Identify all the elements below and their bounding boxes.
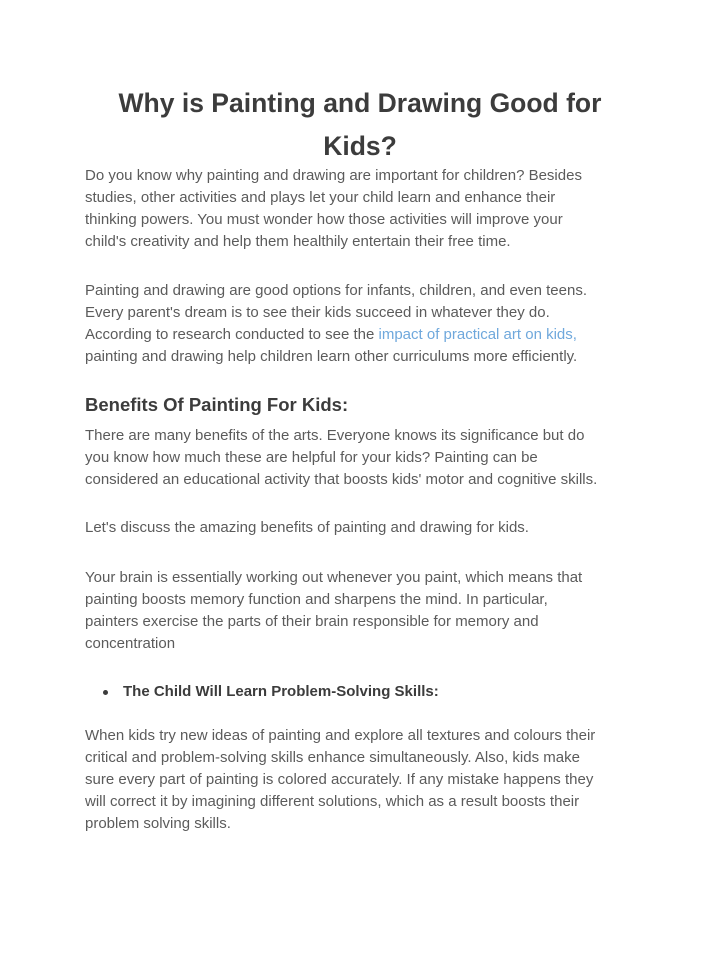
text-line: studies, other activities and plays let your child learn and enhance their (85, 189, 556, 206)
brain-paragraph (85, 567, 660, 655)
text-line: Every parent's dream is to see their kids succeed in whatever they do. (85, 304, 550, 321)
text-line: Let's discuss the amazing benefits of painting and drawing for kids. (85, 519, 529, 536)
lead-line-paragraph (85, 517, 660, 539)
text-line: considered an educational activity that boosts kids' motor and cognitive skills. (85, 471, 598, 488)
text-line: child's creativity and help them healthily entertain their free time. (85, 233, 511, 250)
benefits-intro-paragraph (85, 425, 660, 491)
text-line: thinking powers. You must wonder how those activities will improve your (85, 211, 563, 228)
text-line: will correct it by imagining different solutions, which as a result boosts their (85, 793, 580, 810)
text-line: painting and drawing help children learn other curriculums more efficiently. (85, 348, 578, 365)
text-line: There are many benefits of the arts. Everyone knows its significance but do (85, 427, 585, 444)
page-title-line-2: Kids? (323, 131, 397, 161)
page-title-line-1: Why is Painting and Drawing Good for (118, 88, 602, 118)
text-line-with-link (85, 324, 660, 346)
text-line: When kids try new ideas of painting and explore all textures and colours their (85, 727, 596, 744)
text-line: painters exercise the parts of their brain responsible for memory and (85, 613, 539, 630)
research-paragraph (85, 280, 660, 368)
text-line: painting boosts memory function and sharpens the mind. In particular, (85, 591, 548, 608)
problem-solving-paragraph (85, 725, 660, 835)
text-line: concentration (85, 635, 176, 652)
text-line: critical and problem-solving skills enhance simultaneously. Also, kids make (85, 749, 580, 766)
text-line: problem solving skills. (85, 815, 231, 832)
intro-paragraph (85, 165, 660, 253)
text-line: Painting and drawing are good options for infants, children, and even teens. (85, 282, 588, 299)
bullet-item-heading: The Child Will Learn Problem-Solving Skills: (123, 683, 439, 700)
text-line: Your brain is essentially working out whenever you paint, which means that (85, 569, 583, 586)
bullet-icon (103, 690, 108, 695)
text-line: Do you know why painting and drawing are important for children? Besides (85, 167, 582, 184)
text-line: sure every part of painting is colored accurately. If any mistake happens they (85, 771, 594, 788)
link-line-prefix: According to research conducted to see the (85, 326, 379, 343)
impact-of-practical-art-link[interactable]: impact of practical art on kids, (378, 326, 577, 343)
benefits-section-heading: Benefits Of Painting For Kids: (85, 394, 349, 415)
page-title (0, 82, 720, 168)
text-line: you know how much these are helpful for your kids? Painting can be (85, 449, 538, 466)
bullet-item-problem-solving (85, 681, 439, 703)
